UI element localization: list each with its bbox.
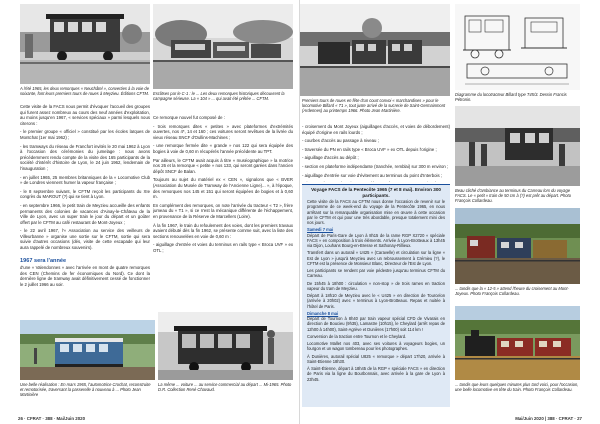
left-subhead: 1967 sera l'année	[20, 258, 67, 264]
photo-terminus-carreau	[455, 106, 580, 186]
box-day2-p3: Locomotive Mallet nos 403, avec ses voitures à voyageurs bogies, un fourgon et un wagon tombereau pour les photographes.	[307, 341, 445, 352]
left-col1-p2: - le premier groupe « officiel » constitué par les écoles laïques de Montchat (1er mai 1962) ;	[20, 129, 150, 140]
right-page	[300, 0, 600, 424]
box-day1-p2: Transfert dans un autorail « U425 » (Caravelle) et circulation sur la ligne « Est de Lyon » jusqu'à Meyzieu avec un rebroussement à Crémieu (?), le CFTM est la présence de Monsieur Blanc, Directeur de l'Est de Lyon.	[307, 250, 445, 266]
left-col2-text	[153, 115, 293, 310]
right-col1-p6: - aiguillage d'entrée sur voie d'évitement au terminus du point d'Interbois ;	[302, 172, 443, 178]
r-caption-photo1: Premiers tours de roues en fête d'un court convoi « marchandises » pour le locomotive Billard « T1 », tout juste arrivé de la sucrerie de Saint-Germainmont (Ardennes) au printemps 1966. Photo Jean Martinière.	[302, 98, 446, 114]
r-caption-photo3: ... tandis que la « 12-5 » attend l'heure du croisement au Mont-Joyeux. Photo François Collardeau.	[455, 286, 569, 297]
left-col2-p8: - aiguillage d'entrée et voies du terminus en rails type « Broca UVF » ex OTL ;	[153, 242, 293, 253]
box-day1-p1: Départ de Paris-Gare de Lyon à 8h15 de la rame RGP X2720 « spéciale FACS » en composition à trois éléments. Arrivée à Lyon-Brotteaux à 13h45 via Dijon, Louhans Bourg-en-Bresse et Sathonay-Rillieux.	[307, 232, 445, 249]
r-caption-photo2: Beau cliché d'ambiance au terminus du Carreau lors du voyage FACS. Le « petit » train de 50 cm à (?) est prêt au départ. Photo François Collardeau.	[455, 188, 571, 204]
left-col1-p6: - en septembre 1966, le petit train de Meyzieu accueille des enfants permanents des colonies de vacances d'Ainay-le-Château de la Ville de Lyon, avec un super train le jour du départ et un goûter offert par le CFTM au café restaurant de Mont-Joyeux ;	[20, 202, 150, 225]
caption-photo4: La même ... voiture ... au service commercial au départ ... Mi-1965. Photo D.R. Collection René Chavaud.	[158, 382, 292, 393]
diagram-locotracteur-billard	[455, 4, 580, 90]
photo-automotrice-crochat	[20, 320, 155, 380]
box-day1-p5: Départ à 18h10 de Meyzieu avec le « U425 » en direction de Tourcelon (arrivée à 20h02) avec « terminus à Lyon-Brotteaux. Repas et nuitée à l'hôtel de Paris.	[307, 293, 445, 309]
photo-locomotive-tete	[455, 306, 580, 380]
right-col1-p5: - section en plateforme indépendante (tranchée, remblai) sur 300 m environ ;	[302, 163, 449, 169]
left-col2-p2: - trois remorques dites « petites » avec plateformes d'extrémités ouvertes, nos 4*, 14 et 160 ; ces voitures seront revêtues de la livrée du vieux réseau SNCF d'Oullins-Machines ;	[153, 123, 293, 140]
left-col1-end: d'une « Valendonnes » avec l'arrivée en mont de quatre remorques des CEN (Chemins de fer économiques du Nord). Ce dont la dernière ligne de tramway avait définitivement cessé de fonctionner le 2 juillet 1966 au soir.	[20, 265, 150, 287]
box-body	[302, 199, 450, 382]
right-col1-text	[302, 124, 450, 182]
right-col1-p3: - traversée du PN en rails type « Broca UVF » ex OTL depuis l'origine ;	[302, 146, 437, 152]
left-col1-text	[20, 104, 150, 256]
left-col1-p4: - en juillet 1965, 25 membres britanniques de la « Locomotive Club » de Londres viennent humer la vapeur française ;	[20, 174, 150, 186]
left-col1-p5: - le 8 septembre suivant, le CFTM reçoit les participants du XIe congrès du MAROUT (?) qui se tient à Lyon.	[20, 188, 150, 200]
caption-photo3: Une belle réalisation : En mars 1965, l'automotrice Crochat, reconstruite et remotorisée, traversant la passerelle à nouveau à ... Photo Jean Martinière	[20, 382, 151, 398]
left-col2-p6: En complément des remorques, on note l'arrivée du tracteur « T2 », frère jumeau du « T1 », si ce n'est la mécanique différente de l'échappement, en provenance de la Réserve de Marcellers (Loire).	[153, 202, 293, 219]
left-col2-p3: - une remorque fermée dite « grande » nos 122 qui sera équipée des bogies à voie de 0,60 m récupérés l'année précédente au TPT.	[153, 143, 293, 154]
photo-tram-campagne	[153, 4, 293, 89]
r-caption-photo4: ... tandis que leurs quelques minutes plus tard voici, pour l'occasion, une belle locomotive en tête du train. Photo François Collardeau.	[455, 382, 579, 393]
box-day1-p3: Les participants se rendent par voie pédestre jusqu'au terminus CFTM du Carreau.	[307, 268, 445, 279]
left-col2-p1: Ce remorque nouvel fut composé de :	[153, 115, 225, 120]
caption-photo1: A l'été 1965, les deux remorques « Neuchâtel », converties à la voie de soixante, font leurs premiers tours de roues à Meyzieu. Éditions CFTM.	[20, 86, 150, 97]
box-day2-title: Dimanche 8 mai	[307, 310, 339, 316]
left-col2-p5: Toujours au sujet du matériel ex « CEN », signalons que « BVER (Association du Musée de Tramway de l'Ancienne Ligne)... », à l'époque, des remorques nos 145 et 151 qui seront équipées de bogies et à 0,60 m.	[153, 177, 293, 200]
facs-voyage-box	[302, 184, 450, 407]
left-col1-p3: - les tramways du réseau de Francfort invités le 20 mai 1962 à Lyon à l'occasion des cérémonies du jumelage : nous avons précédemment rendu compte de la visite des 165 participants de la société d'intérêt d'histoire de Lyon, le 24 juin 1962, lendemain de l'inauguration ;	[20, 143, 150, 171]
left-col1-p7: - le 22 avril 1967, l'« Association au service des veilleurs de Villeurbanne » organise une sortie sur le CFTM, sortie qui sera suivie d'autres occasions (dés, visite de cette escapade qui leur aura rappelé de nombreux souvenirs).	[20, 228, 150, 251]
r-caption-diagram: Diagramme du locotracteur Billard type T45/3. Dessin Francis Pétronin.	[455, 92, 567, 103]
box-day2-p2: Conversion de la traction entre Tournon et le Cheylard.	[307, 333, 407, 339]
box-day1-title: Samedi 7 mai	[307, 227, 334, 233]
photo-tram-remorques	[20, 4, 150, 84]
folio-left: 26 · CFRAT · 388 · Mai/Juin 2020	[18, 416, 86, 421]
left-col2-p4: Par ailleurs, le CFTM avait acquis à titre « muséographique » la motrice nos 26 et la remorque « petite » nos 133, qui seront garées dans l'ancien dépôt SNCF de Balan.	[153, 157, 293, 174]
right-col1-p7	[302, 181, 450, 182]
left-col2-p7: À la fin 1967, le train du refoulement des voies, dont les premiers travaux avaient débuté dès la fin 1962, se présente comme suit, avec la liste des sections renouvelées en voie de 0,60 m :	[153, 222, 293, 239]
box-day1-p4: De 15h45 à 18h00 : circulation « non-stop » de trois rames en traction vapeur du tram de Meyzieu.	[307, 280, 445, 291]
box-day2-p1: Départ de Tournon à 8h40 par train vapeur spécial CFD de Vivarais en direction de Boucieu (9h35), Lamastre (10h15), le Cheylard (arrêt repas de 12h00 à 14h00), Saint-Agrève et Dunières (17h00) soit 114 km !	[307, 316, 445, 332]
box-day2-p5: À Saint-Étienne, départ à 18h45 de la RGP « spéciale FACS » en direction de Paris via la ligne du Bourbonnais, avec arrivée à la gare de Lyon à 23h45.	[307, 366, 445, 382]
caption-photo2: Esclitses par le C-1 : le ... Les deux remorques historiques découvrent la campagne sérieuse. La « 104 » ... qui avait été prêtée ... CFTM.	[153, 91, 285, 102]
box-intro: Cette visite de la FACS au CFTM nous donne l'occasion de revenir sur le programme de ce week-end du voyage de la Pentecôte 1965, en nous arrêtant sur la remarquable organisation mise en œuvre à cette occasion par le CFTM et qui pour une très abordable, presque totalement mini des nos jours.	[307, 199, 445, 226]
left-col1-p1: Cette visite de la FACS nous permit d'évoquer l'accueil des groupes qui furent assez nombreux au cours des neuf années d'exploitation, au moins jusqu'en 1967, « services spéciaux » parmi lesquels nous citerons :	[20, 104, 150, 126]
box-day2-p4: À Dunières, autorail spécial U825 « remorque » départ 17h20, arrivée à Saint-Etienne 18h30.	[307, 353, 445, 364]
right-col1-p1: - croisement du Mont Joyeux (aiguillages d'accès, et voies de débordement) équipé d'origine en rails lourds ;	[302, 124, 450, 135]
photo-locotracteur-t1	[300, 4, 450, 96]
right-col1-p2: - courbes d'accès au passage à niveau ;	[302, 138, 379, 144]
box-title: Voyage FACS de la Pentecôte 1965 (7 et 8 mai). Environ 300 participants.	[311, 187, 441, 198]
photo-mont-joyeux	[455, 208, 580, 284]
photo-voiture-service	[158, 312, 293, 380]
right-col1-p4: - aiguillage d'accès au dépôt ;	[302, 155, 359, 161]
folio-right: Mai/Juin 2020 | 388 · CFRAT · 27	[515, 416, 582, 421]
